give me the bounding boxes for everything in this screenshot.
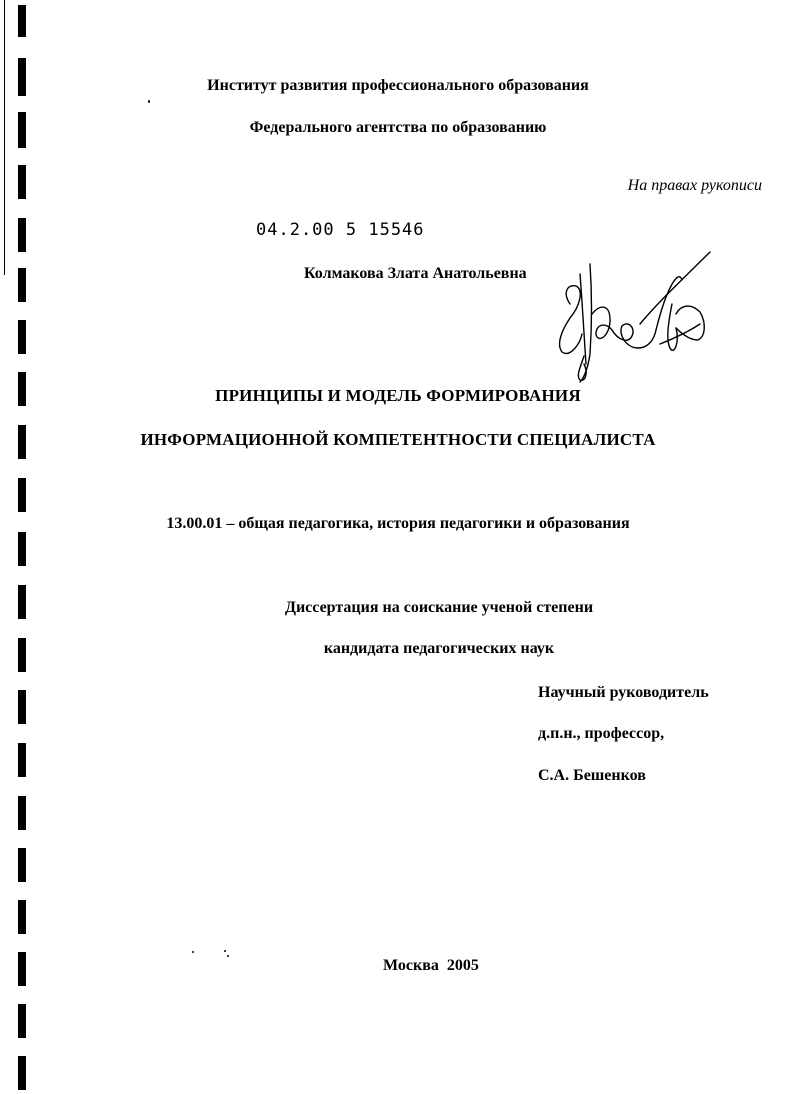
binding-mark — [18, 952, 26, 986]
registration-stamp: 04.2.00 5 15546 — [256, 220, 425, 240]
binding-mark — [18, 165, 26, 199]
binding-mark — [18, 690, 26, 724]
binding-mark — [18, 1004, 26, 1038]
author-signature — [540, 244, 720, 394]
supervisor-name: С.А. Бешенков — [538, 767, 646, 784]
dissertation-degree-line-2: кандидата педагогических наук — [323, 640, 555, 657]
binding-mark — [18, 532, 26, 566]
city-year: Москва 2005 — [383, 957, 479, 974]
author-name: Колмакова Злата Анатольевна — [304, 265, 527, 282]
binding-mark — [18, 268, 26, 302]
binding-mark — [18, 796, 26, 830]
binding-mark — [18, 218, 26, 252]
binding-mark — [18, 743, 26, 777]
manuscript-rights-label: На правах рукописи — [627, 177, 762, 194]
binding-mark — [18, 848, 26, 882]
binding-mark — [18, 900, 26, 934]
dissertation-title-line-2: ИНФОРМАЦИОННОЙ КОМПЕТЕНТНОСТИ СПЕЦИАЛИСТА — [140, 430, 656, 449]
supervisor-degree: д.п.н., профессор, — [538, 725, 665, 742]
supervisor-label: Научный руководитель — [538, 684, 709, 701]
specialty-code: 13.00.01 – общая педагогика, история педагогики и образования — [166, 515, 630, 532]
dissertation-degree-line-1: Диссертация на соискание ученой степени — [284, 599, 594, 616]
scan-speck — [148, 100, 150, 103]
agency-name: Федерального агентства по образованию — [249, 119, 547, 136]
scan-speck — [227, 955, 229, 957]
binding-mark — [18, 5, 26, 37]
scan-speck — [192, 951, 194, 953]
binding-mark — [18, 320, 26, 354]
binding-mark — [18, 478, 26, 512]
scan-speck — [224, 950, 226, 952]
binding-mark — [18, 1056, 26, 1090]
institute-name: Институт развития профессионального образования — [207, 77, 589, 94]
dissertation-title-line-1: ПРИНЦИПЫ И МОДЕЛЬ ФОРМИРОВАНИЯ — [215, 386, 581, 405]
